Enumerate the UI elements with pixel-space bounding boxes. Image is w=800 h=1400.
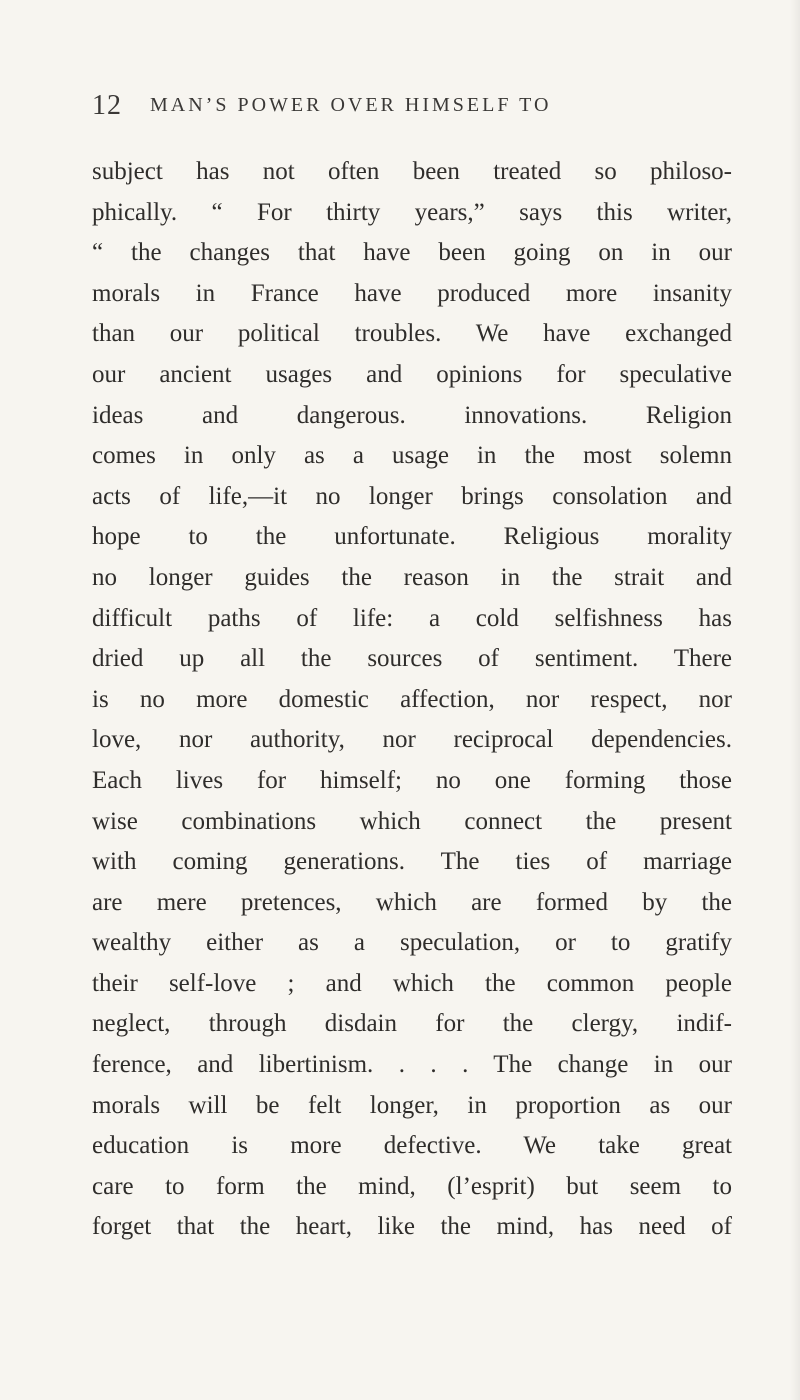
text-line: wealthy either as a speculation, or to gratify (92, 929, 732, 957)
text-line: love, nor authority, nor reciprocal dependencies. (92, 726, 732, 754)
page-number: 12 (92, 90, 122, 121)
text-line: morals will be felt longer, in proportion as our (92, 1091, 732, 1119)
text-line: neglect, through disdain for the clergy, indif- (92, 1010, 732, 1038)
text-line: no longer guides the reason in the strait and (92, 563, 732, 591)
text-line: our ancient usages and opinions for speculative (92, 360, 732, 388)
text-line: Each lives for himself; no one forming those (92, 766, 732, 794)
text-line: phically. “ For thirty years,” says this writer, (92, 198, 732, 226)
page-edge-shadow (790, 0, 800, 1400)
text-line: acts of life,—it no longer brings consolation and (92, 482, 732, 510)
page-header (92, 90, 712, 130)
text-line: ference, and libertinism. . . . The change in our (92, 1051, 732, 1079)
body-text (92, 152, 732, 1248)
text-line: morals in France have produced more insanity (92, 279, 732, 307)
text-line: ideas and dangerous. innovations. Religion (92, 401, 732, 429)
text-line: comes in only as a usage in the most solemn (92, 442, 732, 470)
text-line: hope to the unfortunate. Religious morality (92, 523, 732, 551)
text-line: education is more defective. We take great (92, 1132, 732, 1160)
text-line: difficult paths of life: a cold selfishness has (92, 604, 732, 632)
text-line: is no more domestic affection, nor respect, nor (92, 685, 732, 713)
text-line: than our political troubles. We have exchanged (92, 320, 732, 348)
text-line: forget that the heart, like the mind, has need of (92, 1213, 732, 1241)
text-line: with coming generations. The ties of marriage (92, 848, 732, 876)
text-line: wise combinations which connect the present (92, 807, 732, 835)
running-head: MAN’S POWER OVER HIMSELF TO (150, 94, 552, 116)
text-line: subject has not often been treated so philoso- (92, 158, 732, 185)
text-line: dried up all the sources of sentiment. There (92, 645, 732, 673)
text-line: care to form the mind, (l’esprit) but seem to (92, 1172, 732, 1200)
text-line: are mere pretences, which are formed by the (92, 888, 732, 916)
text-line: their self-love ; and which the common people (92, 969, 732, 997)
text-line: “ the changes that have been going on in our (92, 239, 732, 267)
